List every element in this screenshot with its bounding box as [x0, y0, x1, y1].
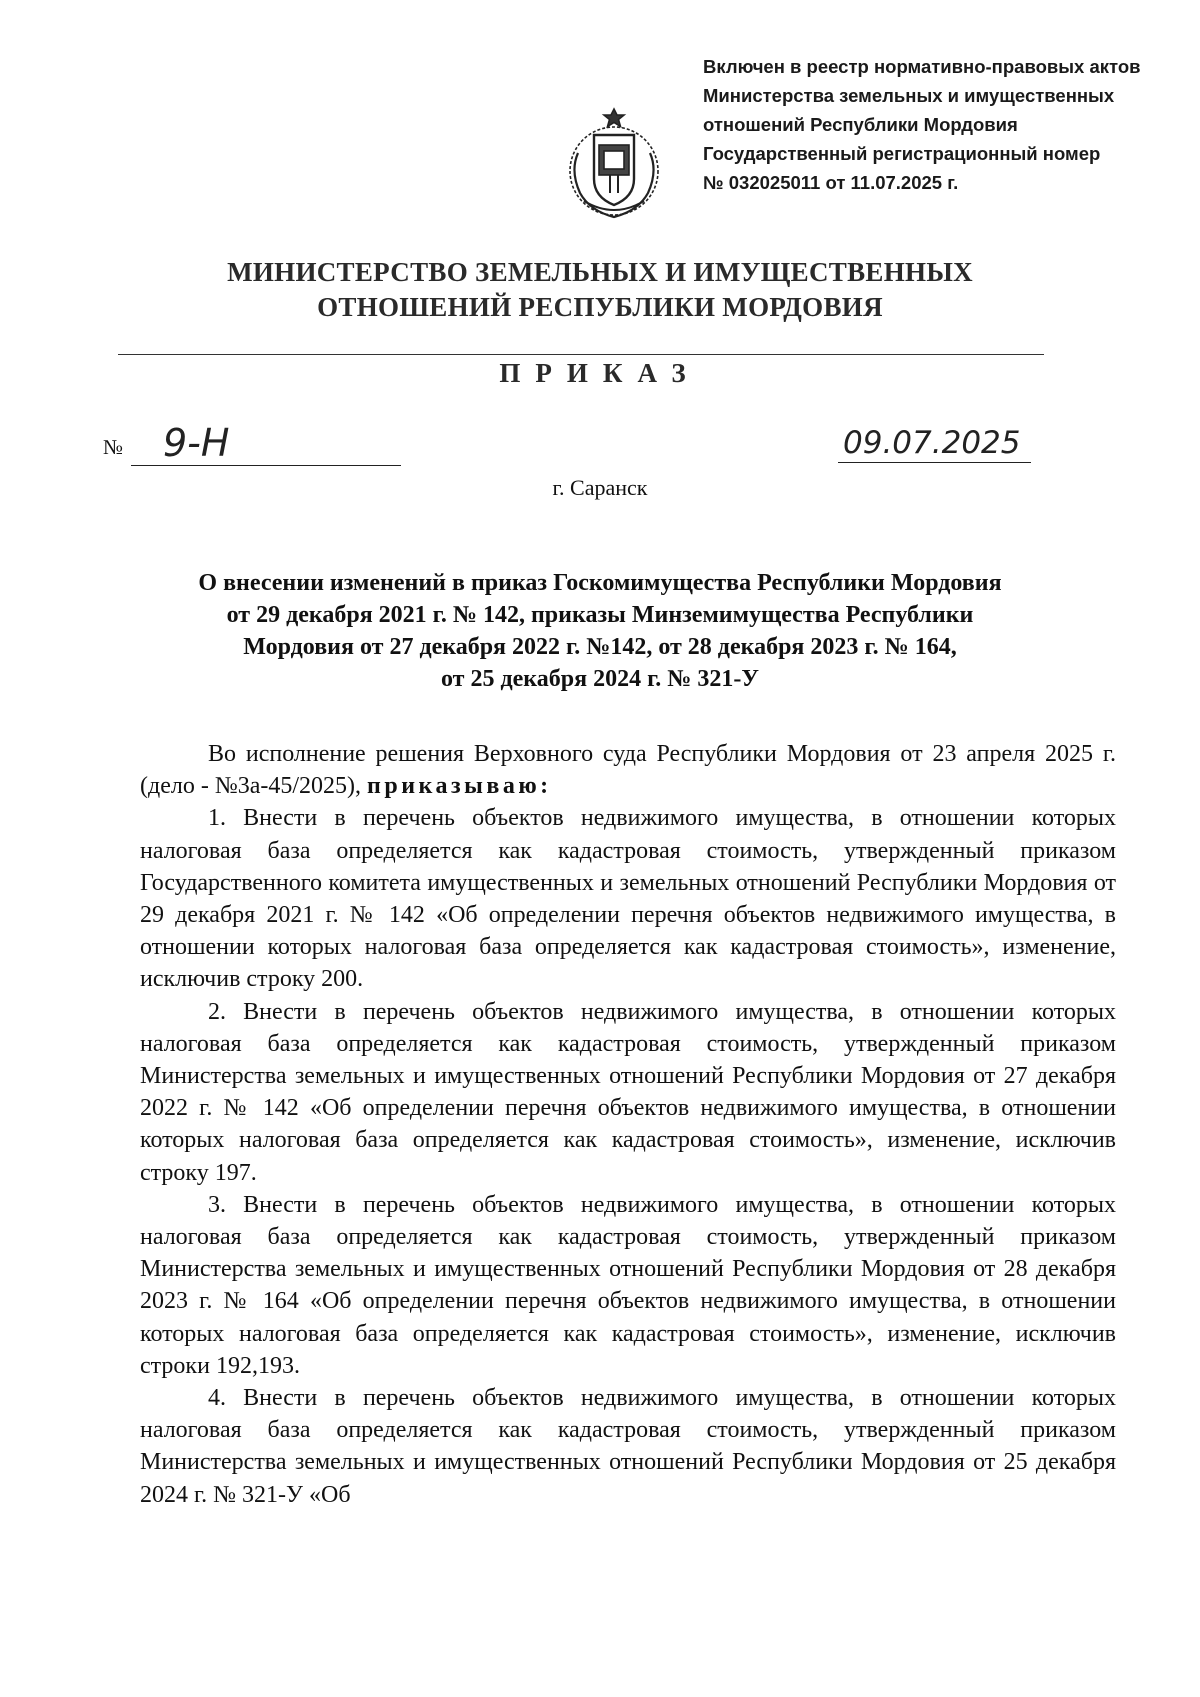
intro-text: Во исполнение решения Верховного суда Республики Мордовия от 23 апреля 2025 г. (дело - №3а-45/2025),	[140, 741, 1116, 800]
ministry-line: ОТНОШЕНИЙ РЕСПУБЛИКИ МОРДОВИЯ	[317, 292, 883, 322]
subject-line: от 25 декабря 2024 г. № 321-У	[441, 666, 759, 692]
order-item: 2. Внести в перечень объектов недвижимого имущества, в отношении которых налоговая база определяется как кадастровая стоимость, утвержденный приказом Министерства земельных и имущественных отношений Республики Мордовия от 27 декабря 2022 г. № 142 «Об определении перечня объектов недвижимого имущества, в отношении которых налоговая база определяется как кадастровая стоимость», изменение, исключив строку 197.	[140, 998, 1116, 1186]
order-item: 3. Внести в перечень объектов недвижимого имущества, в отношении которых налоговая база определяется как кадастровая стоимость, утвержденный приказом Министерства земельных и имущественных отношений Республики Мордовия от 28 декабря 2023 г. № 164 «Об определении перечня объектов недвижимого имущества, в отношении которых налоговая база определяется как кадастровая стоимость», изменение, исключив строки 192,193.	[140, 1191, 1116, 1379]
registry-stamp	[703, 52, 1173, 197]
order-date: 09.07.2025	[838, 425, 1031, 463]
document-type: ПРИКАЗ	[499, 358, 701, 388]
order-body	[140, 738, 1116, 1511]
stamp-line: Включен в реестр нормативно-правовых актов	[703, 56, 1141, 77]
order-item: 1. Внести в перечень объектов недвижимого имущества, в отношении которых налоговая база определяется как кадастровая стоимость, утвержденный приказом Государственного комитета имущественных и земельных отношений Республики Мордовия от 29 декабря 2021 г. № 142 «Об определении перечня объектов недвижимого имущества, в отношении которых налоговая база определяется как кадастровая стоимость», изменение, исключив строку 200.	[140, 805, 1116, 993]
number-underline	[131, 465, 401, 466]
intro-paragraph	[140, 738, 1116, 802]
stamp-line: № 032025011 от 11.07.2025 г.	[703, 172, 959, 193]
order-subject	[130, 567, 1070, 695]
subject-line: Мордовия от 27 декабря 2022 г. №142, от 28 декабря 2023 г. № 164,	[243, 634, 957, 660]
number-sign: №	[103, 435, 124, 459]
city: г. Саранск	[552, 475, 648, 500]
subject-line: от 29 декабря 2021 г. № 142, приказы Минземимущества Республики	[226, 602, 974, 628]
number-date-row	[103, 421, 1103, 475]
stamp-line: Государственный регистрационный номер	[703, 143, 1101, 164]
order-item: 4. Внести в перечень объектов недвижимого имущества, в отношении которых налоговая база определяется как кадастровая стоимость, утвержденный приказом Министерства земельных и имущественных отношений Республики Мордовия от 25 декабря 2024 г. № 321-У «Об	[140, 1385, 1116, 1508]
header-divider	[118, 354, 1044, 355]
subject-line: О внесении изменений в приказ Госкомимущества Республики Мордовия	[198, 570, 1002, 596]
order-word: приказываю:	[367, 773, 552, 800]
coat-of-arms-icon	[560, 105, 668, 223]
order-number: 9-Н	[163, 421, 230, 465]
ministry-name	[120, 255, 1080, 325]
stamp-line: Министерства земельных и имущественных	[703, 85, 1115, 106]
stamp-line: отношений Республики Мордовия	[703, 114, 1018, 135]
ministry-line: МИНИСТЕРСТВО ЗЕМЕЛЬНЫХ И ИМУЩЕСТВЕННЫХ	[227, 257, 973, 287]
